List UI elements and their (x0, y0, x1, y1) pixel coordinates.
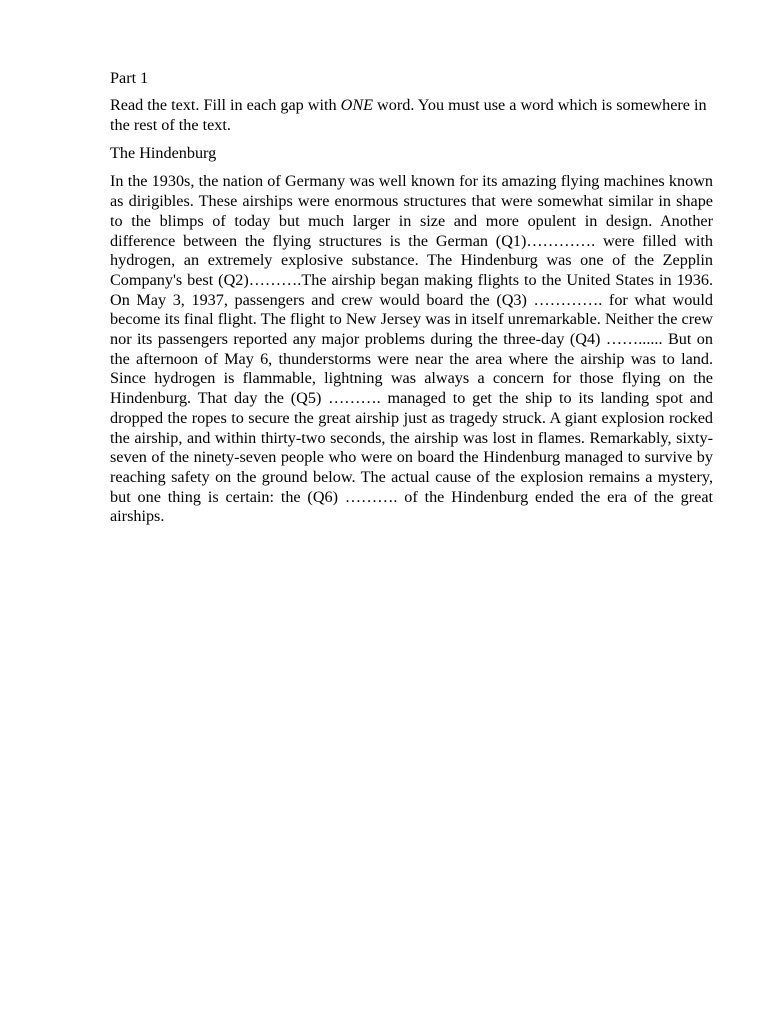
instructions-text-after: word. You must use a word which is somewhere in the rest of the text. (110, 96, 707, 134)
document-page (110, 68, 713, 527)
instructions-emphasis: ONE (340, 96, 373, 114)
passage-title: The Hindenburg (110, 144, 217, 163)
instructions (110, 96, 713, 135)
part-heading: Part 1 (110, 69, 149, 87)
instructions-text-before: Read the text. Fill in each gap with (110, 96, 341, 114)
passage-body: In the 1930s, the nation of Germany was well known for its amazing flying machines known as dirigibles. These airships were enormous structures that were somewhat similar in shape to the blimps of today but much larger in size and more opulent in design. Another difference between the flying structures is the German (Q1)…………. were filled with hydrogen, an extremely explosive substance. The Hindenburg was one of the Zepplin Company's best (Q2)……….The airship began making flights to the United States in 1936. On May 3, 1937, passengers and crew would board the (Q3) …………. for what would become its final flight. The flight to New Jersey was in itself unremarkable. Neither the crew nor its passengers reported any major problems during the three-day (Q4) ……...... But on the afternoon of May 6, thunderstorms were near the area where the airship was to land. Since hydrogen is flammable, lightning was always a concern for those flying on the Hindenburg. That day the (Q5) ………. managed to get the ship to its landing spot and dropped the ropes to secure the great airship just as tragedy struck. A giant explosion rocked the airship, and within thirty-two seconds, the airship was lost in flames. Remarkably, sixty-seven of the ninety-seven people who were on board the Hindenburg managed to survive by reaching safety on the ground below. The actual cause of the explosion remains a mystery, but one thing is certain: the (Q6) ………. of the Hindenburg ended the era of the great airships. (110, 172, 713, 526)
